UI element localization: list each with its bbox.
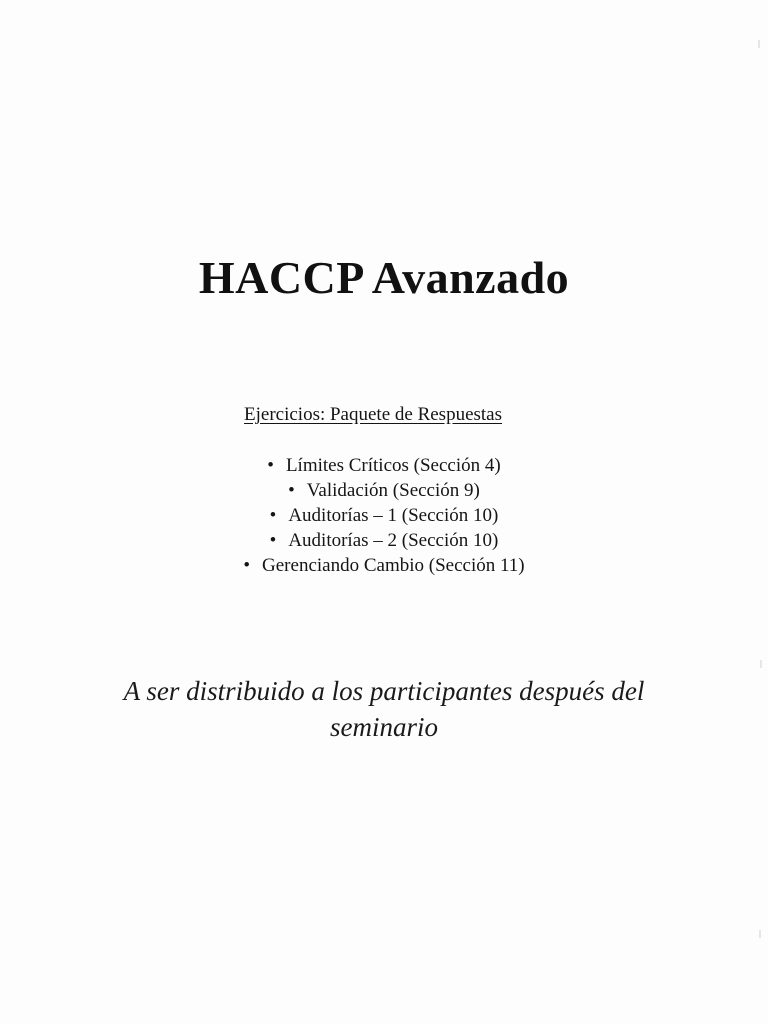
bullet-icon: • bbox=[269, 530, 277, 551]
distribution-note-line: A ser distribuido a los participantes después del bbox=[123, 676, 645, 706]
list-item-label: Límites Críticos (Sección 4) bbox=[285, 455, 501, 476]
list-item bbox=[0, 453, 768, 479]
bullet-icon: • bbox=[243, 555, 251, 576]
list-item-label: Gerenciando Cambio (Sección 11) bbox=[262, 555, 525, 576]
document-subtitle: Ejercicios: Paquete de Respuestas bbox=[244, 404, 503, 425]
list-item-label: Auditorías – 2 (Sección 10) bbox=[288, 530, 499, 551]
bullet-icon: • bbox=[288, 480, 295, 501]
bullet-icon: • bbox=[267, 455, 274, 476]
distribution-note bbox=[0, 673, 768, 745]
list-item bbox=[0, 503, 768, 529]
list-item-label: Auditorías – 1 (Sección 10) bbox=[288, 505, 499, 526]
list-item-label: Validación (Sección 9) bbox=[306, 480, 480, 501]
scan-mark bbox=[760, 660, 762, 668]
list-item bbox=[0, 478, 768, 504]
scan-mark bbox=[759, 930, 761, 938]
bullet-icon: • bbox=[269, 505, 277, 526]
list-item bbox=[0, 553, 768, 579]
list-item bbox=[0, 528, 768, 554]
document-title: HACCP Avanzado bbox=[198, 252, 570, 303]
scan-mark bbox=[758, 40, 760, 48]
distribution-note-line: seminario bbox=[330, 712, 438, 742]
